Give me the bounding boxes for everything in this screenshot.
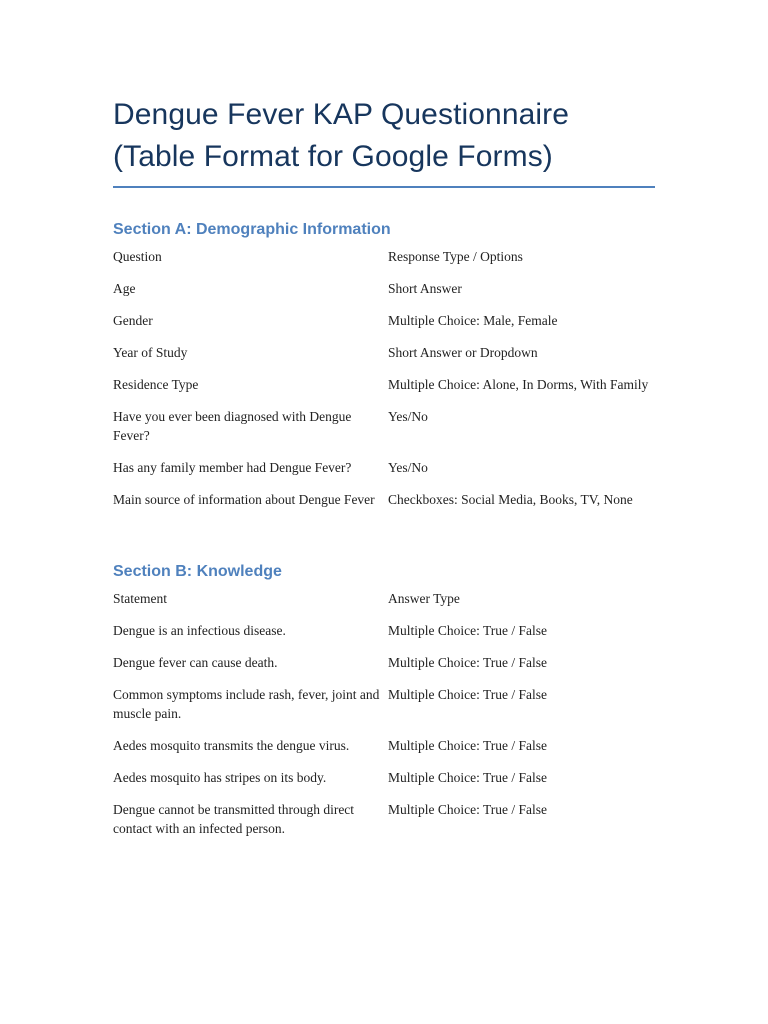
question-cell: Main source of information about Dengue Fever xyxy=(113,492,375,507)
table-row xyxy=(113,679,659,730)
answer-type-cell: Multiple Choice: True / False xyxy=(388,802,548,817)
table-row xyxy=(113,730,659,762)
table-row xyxy=(113,452,659,484)
document-page xyxy=(113,0,655,845)
statement-cell: Dengue is an infectious disease. xyxy=(113,623,286,638)
answer-type-cell: Multiple Choice: True / False xyxy=(388,655,548,670)
table-row xyxy=(113,484,659,516)
question-cell: Residence Type xyxy=(113,377,199,392)
table-row xyxy=(113,615,659,647)
statement-cell: Aedes mosquito has stripes on its body. xyxy=(113,770,327,785)
table-row xyxy=(113,337,659,369)
question-cell: Age xyxy=(113,281,136,296)
answer-type-cell: Multiple Choice: True / False xyxy=(388,738,548,753)
table-row xyxy=(113,401,659,452)
response-cell: Yes/No xyxy=(388,460,428,475)
response-cell: Multiple Choice: Alone, In Dorms, With Family xyxy=(388,377,649,392)
question-cell: Have you ever been diagnosed with Dengue Fever? xyxy=(113,409,352,443)
table-row xyxy=(113,762,659,794)
section-b-table xyxy=(113,583,659,845)
column-header: Response Type / Options xyxy=(388,249,523,264)
statement-cell: Dengue fever can cause death. xyxy=(113,655,278,670)
statement-cell: Dengue cannot be transmitted through direct contact with an infected person. xyxy=(113,802,355,836)
section-b-heading: Section B: Knowledge xyxy=(113,563,282,580)
document-title: Dengue Fever KAP Questionnaire (Table Format for Google Forms) xyxy=(113,98,570,173)
table-row xyxy=(113,647,659,679)
question-cell: Year of Study xyxy=(113,345,188,360)
response-cell: Yes/No xyxy=(388,409,428,424)
response-cell: Checkboxes: Social Media, Books, TV, None xyxy=(388,492,633,507)
column-header: Question xyxy=(113,249,162,264)
column-header: Answer Type xyxy=(388,591,460,606)
statement-cell: Aedes mosquito transmits the dengue virus. xyxy=(113,738,350,753)
answer-type-cell: Multiple Choice: True / False xyxy=(388,770,548,785)
response-cell: Short Answer xyxy=(388,281,462,296)
answer-type-cell: Multiple Choice: True / False xyxy=(388,623,548,638)
response-cell: Short Answer or Dropdown xyxy=(388,345,538,360)
table-row xyxy=(113,369,659,401)
answer-type-cell: Multiple Choice: True / False xyxy=(388,687,548,702)
column-header: Statement xyxy=(113,591,167,606)
section-a-heading: Section A: Demographic Information xyxy=(113,221,391,238)
table-row xyxy=(113,273,659,305)
statement-cell: Common symptoms include rash, fever, joint and muscle pain. xyxy=(113,687,380,721)
table-header-row xyxy=(113,583,659,615)
question-cell: Gender xyxy=(113,313,153,328)
title-divider xyxy=(113,186,655,188)
table-row xyxy=(113,305,659,337)
question-cell: Has any family member had Dengue Fever? xyxy=(113,460,352,475)
table-header-row xyxy=(113,241,659,273)
table-row xyxy=(113,794,659,845)
response-cell: Multiple Choice: Male, Female xyxy=(388,313,558,328)
section-a-table xyxy=(113,241,659,516)
